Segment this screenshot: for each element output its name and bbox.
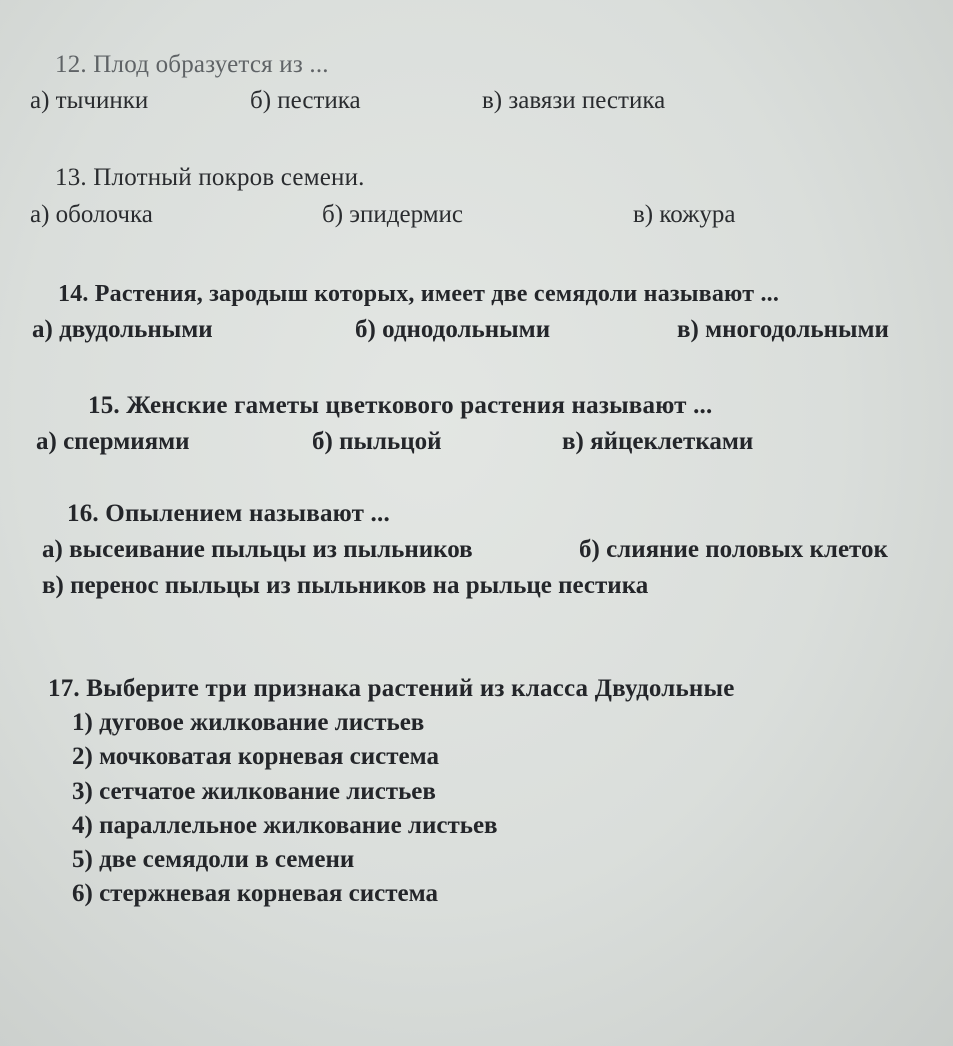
question-12-option-a: а) тычинки (30, 87, 149, 114)
question-13-option-a: а) оболочка (30, 201, 153, 228)
question-17-item-5: 5) две семядоли в семени (72, 846, 355, 873)
question-12-option-b: б) пестика (250, 87, 361, 114)
question-15-option-a: а) спермиями (36, 428, 190, 455)
question-12-option-c: в) завязи пестика (482, 87, 666, 114)
question-16-text: 16. Опылением называют ... (67, 500, 390, 527)
question-14-option-b: б) однодольными (355, 316, 551, 343)
question-17-item-1: 1) дуговое жилкование листьев (72, 709, 425, 736)
question-14-option-a: а) двудольными (32, 316, 213, 343)
question-12-text: 12. Плод образуется из ... (55, 51, 329, 78)
question-17-item-2: 2) мочковатая корневая система (72, 743, 439, 770)
question-16-option-c: в) перенос пыльцы из пыльников на рыльце пестика (42, 572, 649, 599)
question-16-option-a: а) высеивание пыльцы из пыльников (42, 536, 473, 563)
question-15-option-c: в) яйцеклетками (562, 428, 754, 455)
question-14-option-c: в) многодольными (677, 316, 889, 343)
question-13-option-b: б) эпидермис (322, 201, 464, 228)
question-13-text: 13. Плотный покров семени. (55, 164, 365, 191)
question-17-item-3: 3) сетчатое жилкование листьев (72, 778, 436, 805)
question-16-option-b: б) слияние половых клеток (579, 536, 888, 563)
question-17-text: 17. Выберите три признака растений из класса Двудольные (48, 675, 735, 702)
question-17-item-6: 6) стержневая корневая система (72, 880, 438, 907)
question-15-option-b: б) пыльцой (312, 428, 442, 455)
question-13-option-c: в) кожура (633, 201, 736, 228)
question-14-text: 14. Растения, зародыш которых, имеет две семядоли называют ... (58, 281, 780, 307)
question-15-text: 15. Женские гаметы цветкового растения называют ... (88, 392, 713, 419)
question-17-item-4: 4) параллельное жилкование листьев (72, 812, 498, 839)
